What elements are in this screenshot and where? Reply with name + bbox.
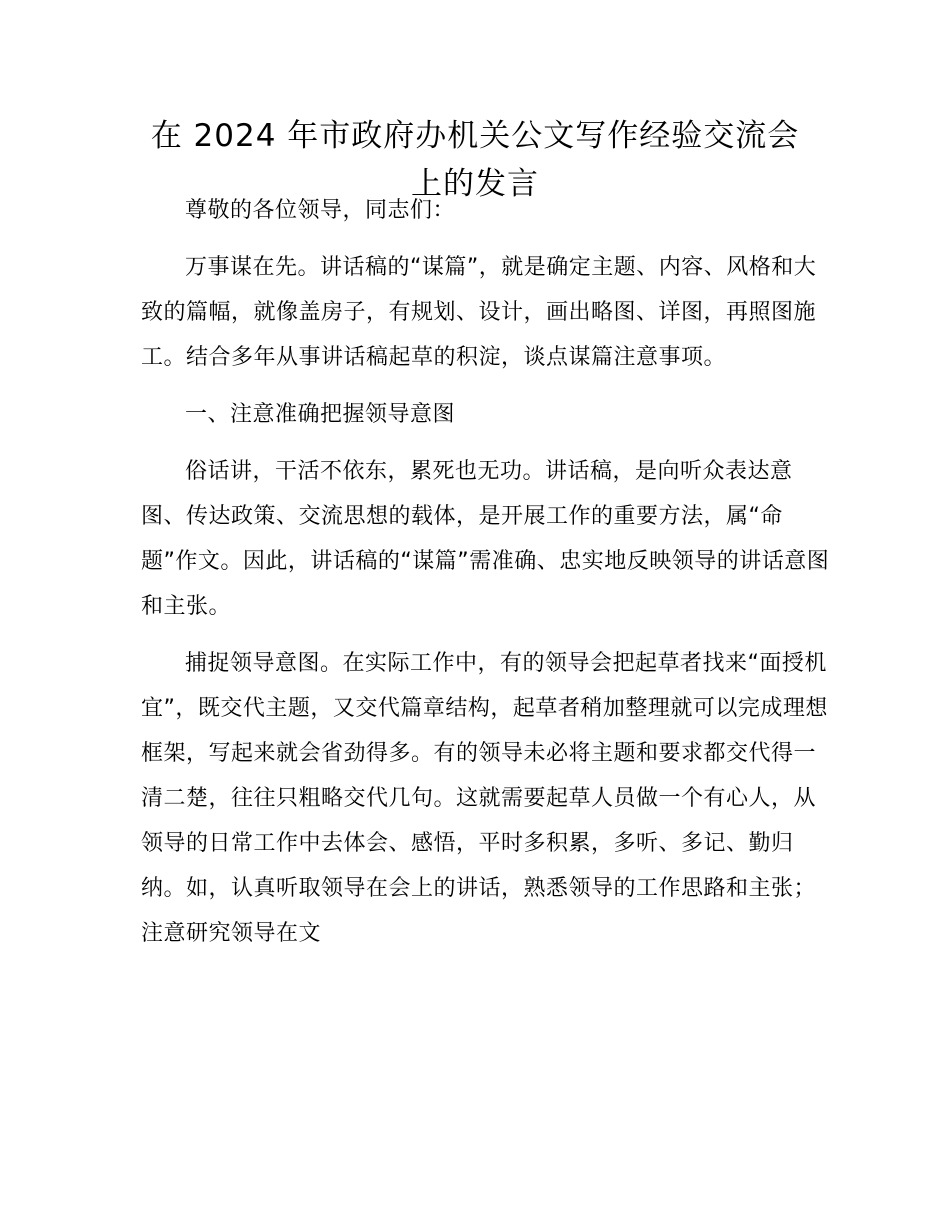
body-paragraph: 捕捉领导意图。在实际工作中，有的领导会把起草者找来“面授机宜”，既交代主题，又交代篇章结构，起草者稍加整理就可以完成理想框架，写起来就会省劲得多。有的领导未必将主题和要求都交代得一清二楚，往往只粗略交代几句。这就需要起草人员做一个有心人，从领导的日常工作中去体会、感悟，平时多积累，多听、多记、勤归纳。如，认真听取领导在会上的讲话，熟悉领导的工作思路和主张；注意研究领导在文 (141, 651, 828, 946)
body-paragraph: 俗话讲，干活不依东，累死也无功。讲话稿，是向听众表达意图、传达政策、交流思想的载体，是开展工作的重要方法，属“命题”作文。因此，讲话稿的“谋篇”需准确、忠实地反映领导的讲话意图和主张。 (141, 459, 830, 619)
section-heading: 一、注意准确把握领导意图 (185, 402, 456, 427)
body-paragraph: 万事谋在先。讲话稿的“谋篇”，就是确定主题、内容、风格和大致的篇幅，就像盖房子，有规划、设计，画出略图、详图，再照图施工。结合多年从事讲话稿起草的积淀，谈点谋篇注意事项。 (141, 255, 817, 370)
document-body (141, 188, 831, 968)
document-title: 在 2024 年市政府办机关公文写作经验交流会上的发言 (150, 118, 800, 202)
salutation: 尊敬的各位领导，同志们： (185, 198, 456, 223)
